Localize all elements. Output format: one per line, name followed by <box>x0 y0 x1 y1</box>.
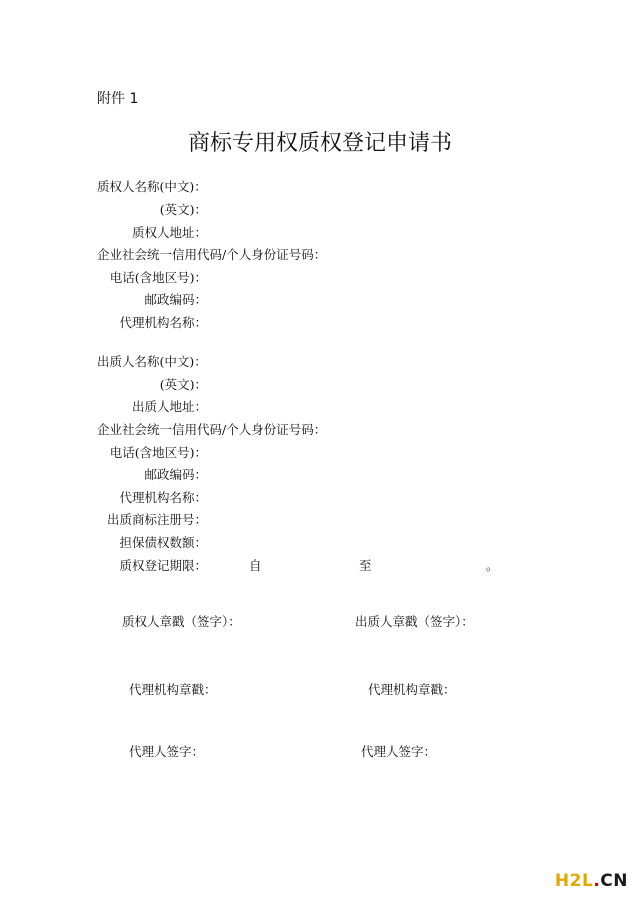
pledgee-name-cn-label: 质权人名称(中文)： <box>97 179 207 194</box>
watermark-part2: . <box>593 871 601 891</box>
pledgee-phone-label: 电话(含地区号)： <box>109 270 207 285</box>
watermark-part1: H2L <box>554 871 594 891</box>
attachment-label: 附件 1 <box>97 91 139 107</box>
document-title: 商标专用权质权登记申请书 <box>187 131 452 156</box>
period-end-mark: 。 <box>486 558 499 573</box>
pledgee-address-label: 质权人地址： <box>131 225 207 240</box>
registration-period-label: 质权登记期限： <box>119 558 207 573</box>
agent-sign-left-label: 代理人签字： <box>129 744 205 759</box>
trademark-reg-no-label: 出质商标注册号： <box>106 512 207 527</box>
pledgee-agency-label: 代理机构名称： <box>119 315 207 330</box>
pledgor-id-code-label: 企业社会统一信用代码/个人身份证号码： <box>97 422 327 437</box>
pledgee-id-code-label: 企业社会统一信用代码/个人身份证号码： <box>97 247 327 262</box>
agency-seal-right-label: 代理机构章戳： <box>368 682 456 697</box>
pledgee-name-en-label: (英文)： <box>159 202 207 217</box>
period-from-label: 自 <box>249 558 262 573</box>
pledgor-postcode-label: 邮政编码： <box>144 467 207 482</box>
agent-sign-right-label: 代理人签字： <box>361 744 437 759</box>
pledgee-seal-label: 质权人章戳（签字）： <box>122 614 241 629</box>
site-watermark-logo <box>555 871 628 891</box>
pledgee-postcode-label: 邮政编码： <box>144 292 207 307</box>
watermark-part3: CN <box>600 871 628 891</box>
period-to-label: 至 <box>359 558 372 573</box>
pledgor-address-label: 出质人地址： <box>131 399 207 414</box>
pledgor-seal-label: 出质人章戳（签字）： <box>355 614 474 629</box>
pledgor-name-cn-label: 出质人名称(中文)： <box>97 354 207 369</box>
pledgor-name-en-label: (英文)： <box>159 377 207 392</box>
debt-amount-label: 担保债权数额： <box>119 535 207 550</box>
agency-seal-left-label: 代理机构章戳： <box>129 682 217 697</box>
pledgor-phone-label: 电话(含地区号)： <box>109 445 207 460</box>
pledgor-agency-label: 代理机构名称： <box>119 490 207 505</box>
